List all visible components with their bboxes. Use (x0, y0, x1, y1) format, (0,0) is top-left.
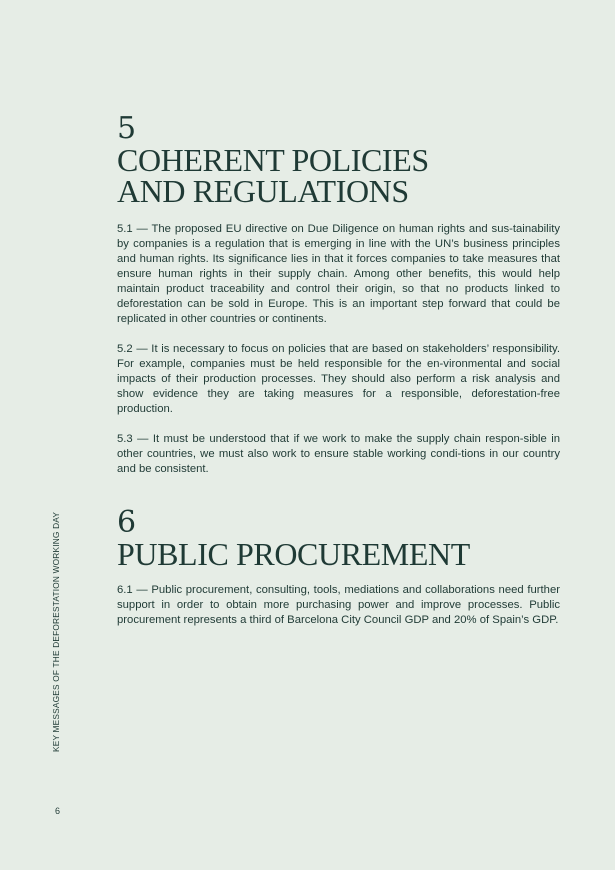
paragraph-5-2: 5.2 — It is necessary to focus on policies that are based on stakeholders’ responsibility. For example, companies must be held responsible for the en-vironmental and social impacts of their production processes. They should also perform a risk analysis and show evidence they are taking measures for a responsible, deforestation-free production. (117, 343, 560, 415)
section-title: PUBLIC PROCUREMENT (117, 536, 470, 572)
section-title-line-1: COHERENT POLICIES (117, 142, 429, 178)
paragraph-5-3: 5.3 — It must be understood that if we work to make the supply chain respon-sible in other countries, we must also work to ensure stable working condi-tions in our country and be consistent. (117, 433, 560, 475)
section-title-line-2: AND REGULATIONS (117, 173, 409, 209)
paragraph-5-1: 5.1 — The proposed EU directive on Due Diligence on human rights and sus-tainability by companies is a regulation that is emerging in line with the UN’s business principles and human rights. Its significance lies in that it forces companies to take measures that ensure human rights in their supply chain. Among other benefits, this would help maintain product traceability and control their origin, so that no products linked to deforestation can be sold in Europe. This is an important step forward that could be replicated in other countries or continents. (117, 223, 560, 325)
section-5 (117, 113, 560, 477)
paragraph-6-1: 6.1 — Public procurement, consulting, tools, mediations and collaborations need further support in order to obtain more purchasing power and improve processes. Public procurement represents a third of Barcelona City Council GDP and 20% of Spain’s GDP. (117, 584, 560, 626)
page-number: 6 (55, 806, 61, 816)
section-6 (117, 507, 560, 628)
main-content (117, 113, 560, 628)
section-number: 6 (117, 505, 136, 540)
section-number: 5 (117, 111, 136, 146)
document-running-title: KEY MESSAGES OF THE DEFORESTATION WORKING DAY (51, 511, 61, 752)
section-title (117, 142, 560, 209)
